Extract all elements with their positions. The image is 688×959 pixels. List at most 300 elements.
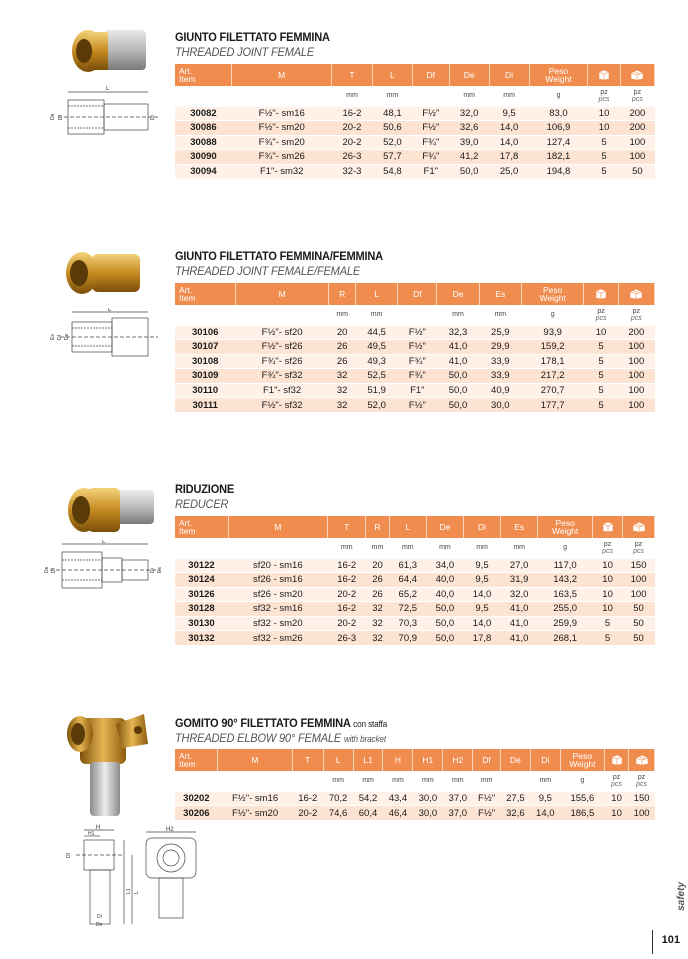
item-code-cell: 30110 (175, 383, 235, 398)
column-header: R (366, 516, 389, 538)
box-icon (594, 288, 608, 300)
column-header (629, 749, 655, 771)
column-header: Art. Item (175, 283, 235, 305)
table-cell: 37,0 (443, 806, 473, 821)
table-cell: F½"- sf20 (235, 325, 328, 340)
column-header: L (389, 516, 426, 538)
box-icon (601, 521, 615, 533)
table-cell: 14,0 (530, 806, 560, 821)
table-cell: 186,5 (560, 806, 604, 821)
unit-cell: pz pcs (598, 88, 610, 103)
technical-drawing-elbow (58, 824, 208, 930)
column-header: L (355, 283, 397, 305)
table-cell: 10 (593, 587, 623, 602)
unit-cell: mm (513, 544, 525, 552)
table-cell: 25,9 (479, 325, 521, 340)
table-cell: 72,5 (389, 602, 426, 617)
column-header: Peso Weight (538, 516, 593, 538)
table-cell: 50,0 (437, 398, 479, 413)
section-title-it: GIUNTO FILETTATO FEMMINA/FEMMINA (175, 249, 383, 263)
table-cell: F¾" (398, 354, 437, 369)
table-cell: 93,9 (521, 325, 583, 340)
table-cell: 41,0 (437, 354, 479, 369)
column-header: Peso Weight (529, 64, 588, 86)
unit-cell: mm (480, 777, 493, 785)
table-cell: 100 (629, 806, 655, 821)
table-cell: 30,0 (413, 791, 443, 806)
table-cell: 32 (366, 602, 389, 617)
table-cell: 200 (620, 121, 654, 136)
table-cell: 100 (618, 369, 654, 384)
table-row (175, 631, 655, 646)
dim-label: Es (157, 567, 163, 573)
table-cell: 9,5 (463, 558, 500, 573)
table-cell: 50,0 (449, 164, 489, 179)
unit-cell: pz pcs (636, 773, 648, 788)
column-header: Peso Weight (521, 283, 583, 305)
table-row (175, 369, 655, 384)
column-header: T (331, 64, 372, 86)
dim-label: De (50, 113, 56, 120)
unit-cell: mm (463, 92, 476, 100)
column-header (588, 64, 620, 86)
table-cell: 32 (329, 369, 356, 384)
table-row (175, 164, 655, 179)
table-cell: 41,0 (501, 602, 538, 617)
table-row (175, 558, 655, 573)
column-header (584, 283, 618, 305)
table-cell: F¾"- sm26 (232, 150, 331, 165)
table-cell: F½"- sf26 (235, 340, 328, 355)
item-code-cell: 30126 (175, 587, 228, 602)
table-cell: F½" (412, 121, 449, 136)
table-cell: 10 (593, 573, 623, 588)
table-cell: 150 (629, 791, 655, 806)
table-cell: F½"- sm16 (232, 106, 331, 121)
table-cell: F½"- sm16 (218, 791, 293, 806)
table-row (175, 383, 655, 398)
table-cell: 49,5 (355, 340, 397, 355)
dim-label: L (108, 308, 112, 313)
table-cell: 5 (588, 135, 620, 150)
item-code-cell: 30106 (175, 325, 235, 340)
table-cell: 106,9 (529, 121, 588, 136)
table-cell: 49,3 (355, 354, 397, 369)
table-cell: sf32 - sm20 (228, 616, 328, 631)
table-row (175, 791, 655, 806)
unit-cell: mm (346, 92, 358, 100)
item-code-cell: 30206 (175, 806, 218, 821)
spec-table (175, 749, 655, 820)
unit-cell: g (580, 777, 585, 785)
table-cell: 41,0 (501, 631, 538, 646)
item-code-cell: 30109 (175, 369, 235, 384)
table-cell: 200 (618, 325, 654, 340)
table-row (175, 616, 655, 631)
table-cell: 32,6 (500, 806, 530, 821)
table-cell: F1"- sf32 (235, 383, 328, 398)
table-cell: 117,0 (538, 558, 593, 573)
table-cell: 5 (584, 369, 618, 384)
column-header: H1 (413, 749, 443, 771)
table-cell: 100 (623, 587, 655, 602)
unit-cell (232, 86, 331, 106)
dim-label: Di (150, 568, 156, 573)
column-header: Df (473, 749, 501, 771)
table-cell: 255,0 (538, 602, 593, 617)
dim-label: De (64, 333, 70, 340)
table-cell: 32,3 (437, 325, 479, 340)
table-cell: 5 (584, 340, 618, 355)
table-row (175, 398, 655, 413)
units-row (175, 538, 655, 558)
unit-cell (175, 305, 235, 325)
table-row (175, 806, 655, 821)
unit-cell: mm (439, 544, 451, 552)
table-cell: 16-2 (328, 573, 366, 588)
table-cell: 10 (604, 791, 628, 806)
dim-label: De (96, 922, 103, 928)
dim-label: Es (50, 334, 56, 340)
table-cell: 5 (593, 631, 623, 646)
table-cell: F½" (473, 791, 501, 806)
table-cell: 26 (329, 340, 356, 355)
product-photo-joint-female-female (62, 244, 146, 302)
table-cell: 25,0 (489, 164, 529, 179)
table-cell: 177,7 (521, 398, 583, 413)
table-cell: 26-3 (331, 150, 372, 165)
dim-label: Di (97, 914, 102, 920)
table-cell: 5 (588, 150, 620, 165)
unit-cell: pz pcs (611, 773, 623, 788)
table-cell: 50,0 (437, 369, 479, 384)
unit-cell: mm (371, 544, 384, 552)
unit-cell (175, 771, 218, 791)
table-cell: 9,5 (530, 791, 560, 806)
unit-cell: pz pcs (595, 307, 607, 322)
table-cell: 50,0 (426, 616, 463, 631)
table-cell: 37,0 (443, 791, 473, 806)
section-title-it: GOMITO 90° FILETTATO FEMMINA con staffa (175, 716, 388, 730)
table-cell: 50 (620, 164, 654, 179)
page-number: 101 (661, 934, 680, 946)
column-header: T (292, 749, 323, 771)
column-header: L1 (353, 749, 383, 771)
column-header: Df (412, 64, 449, 86)
table-cell: 9,5 (463, 573, 500, 588)
unit-cell (175, 86, 232, 106)
table-cell: 100 (618, 383, 654, 398)
pack-icon (630, 69, 644, 81)
table-cell: 50 (623, 602, 655, 617)
unit-cell: mm (503, 92, 515, 100)
table-cell: sf20 - sm16 (228, 558, 328, 573)
table-cell: 217,2 (521, 369, 583, 384)
unit-cell: mm (539, 777, 552, 785)
table-cell: 32,6 (449, 121, 489, 136)
table-cell: F1" (398, 383, 437, 398)
unit-cell: mm (370, 311, 383, 319)
table-cell: F½" (398, 340, 437, 355)
table-cell: 40,0 (426, 587, 463, 602)
table-row (175, 573, 655, 588)
units-row (175, 305, 655, 325)
spec-table (175, 283, 655, 412)
table-cell: 26-3 (328, 631, 366, 646)
column-header: Art. Item (175, 749, 218, 771)
table-cell: 143,2 (538, 573, 593, 588)
table-cell: 16-2 (292, 791, 323, 806)
unit-cell: mm (386, 92, 399, 100)
dim-label: L (102, 540, 106, 545)
section-title-it: RIDUZIONE (175, 482, 235, 496)
table-cell: 57,7 (372, 150, 412, 165)
table-cell: 32 (366, 616, 389, 631)
table-cell: F¾" (398, 369, 437, 384)
table-cell: 27,0 (501, 558, 538, 573)
item-code-cell: 30111 (175, 398, 235, 413)
table-cell: 70,2 (323, 791, 353, 806)
section-title-en: THREADED ELBOW 90° FEMALE with bracket (175, 731, 386, 745)
table-cell: 51,9 (355, 383, 397, 398)
item-code-cell: 30124 (175, 573, 228, 588)
dim-label: L1 (126, 888, 132, 894)
table-cell: 200 (620, 106, 654, 121)
table-cell: 30,0 (413, 806, 443, 821)
table-cell: 50,0 (426, 602, 463, 617)
table-cell: 20-2 (328, 587, 366, 602)
column-header (623, 516, 655, 538)
table-cell: 50,0 (426, 631, 463, 646)
table-cell: 100 (620, 150, 654, 165)
column-header: Di (530, 749, 560, 771)
table-cell: 41,0 (501, 616, 538, 631)
column-header: L (323, 749, 353, 771)
table-cell: 39,0 (449, 135, 489, 150)
table-cell: 30,0 (479, 398, 521, 413)
table-cell: 41,0 (437, 340, 479, 355)
table-row (175, 135, 655, 150)
unit-cell: mm (336, 311, 348, 319)
table-row (175, 325, 655, 340)
table-cell: 29,9 (479, 340, 521, 355)
unit-cell: mm (451, 777, 464, 785)
table-cell: 26 (366, 573, 389, 588)
unit-cell: g (556, 92, 561, 100)
column-header (620, 64, 654, 86)
column-header: H2 (443, 749, 473, 771)
unit-cell: mm (392, 777, 404, 785)
table-cell: 31,9 (501, 573, 538, 588)
table-cell: sf26 - sm20 (228, 587, 328, 602)
spec-table (175, 64, 655, 179)
table-cell: 70,9 (389, 631, 426, 646)
table-cell: 20-2 (292, 806, 323, 821)
brand-side-text: safety (676, 882, 687, 911)
unit-cell (500, 771, 530, 791)
unit-cell (412, 86, 449, 106)
dim-label: L (106, 86, 110, 92)
table-cell: F½"- sf32 (235, 398, 328, 413)
table-cell: 74,6 (323, 806, 353, 821)
table-cell: 41,2 (449, 150, 489, 165)
table-cell: 20 (329, 325, 356, 340)
table-cell: 27,5 (500, 791, 530, 806)
table-cell: 17,8 (463, 631, 500, 646)
unit-cell (398, 305, 437, 325)
table-cell: 46,4 (383, 806, 413, 821)
table-cell: 100 (618, 340, 654, 355)
column-header: M (218, 749, 293, 771)
table-cell: F¾"- sf32 (235, 369, 328, 384)
table-cell: 127,4 (529, 135, 588, 150)
table-cell: 52,0 (372, 135, 412, 150)
table-cell: 40,9 (479, 383, 521, 398)
table-cell: 16-2 (328, 602, 366, 617)
unit-cell: mm (340, 544, 353, 552)
table-cell: 40,0 (426, 573, 463, 588)
table-cell: 14,0 (489, 121, 529, 136)
dim-label: H (96, 825, 101, 831)
section-title-en: THREADED JOINT FEMALE (175, 45, 315, 59)
column-header: H (383, 749, 413, 771)
table-cell: F¾"- sm20 (232, 135, 331, 150)
table-cell: 20 (366, 558, 389, 573)
table-cell: 5 (584, 383, 618, 398)
unit-cell: pz pcs (633, 540, 645, 555)
column-header: M (235, 283, 328, 305)
box-icon (597, 69, 611, 81)
table-cell: 70,3 (389, 616, 426, 631)
table-cell: 50 (623, 631, 655, 646)
product-photo-joint-female (68, 24, 150, 80)
table-cell: 32,0 (449, 106, 489, 121)
section-title-en: THREADED JOINT FEMALE/FEMALE (175, 264, 361, 278)
table-cell: F¾" (412, 150, 449, 165)
column-header (593, 516, 623, 538)
table-cell: F¾" (412, 135, 449, 150)
item-code-cell: 30090 (175, 150, 232, 165)
table-row (175, 354, 655, 369)
product-photo-elbow (56, 704, 152, 822)
table-cell: 48,1 (372, 106, 412, 121)
column-header: Peso Weight (560, 749, 604, 771)
unit-cell: mm (362, 777, 374, 785)
table-cell: 61,3 (389, 558, 426, 573)
table-cell: 43,4 (383, 791, 413, 806)
item-code-cell: 30130 (175, 616, 228, 631)
table-cell: 65,2 (389, 587, 426, 602)
unit-cell: pz pcs (602, 540, 614, 555)
unit-cell: mm (494, 311, 507, 319)
unit-cell: mm (401, 544, 414, 552)
unit-cell: mm (476, 544, 488, 552)
table-cell: sf32 - sm16 (228, 602, 328, 617)
unit-cell: pz pcs (631, 88, 643, 103)
technical-drawing-joint-female-female (48, 308, 168, 364)
column-header: M (228, 516, 328, 538)
table-cell: 16-2 (328, 558, 366, 573)
table-cell: 159,2 (521, 340, 583, 355)
item-code-cell: 30108 (175, 354, 235, 369)
table-cell: 270,7 (521, 383, 583, 398)
table-cell: sf32 - sm26 (228, 631, 328, 646)
table-cell: 44,5 (355, 325, 397, 340)
column-header: R (329, 283, 356, 305)
dim-label: Di (150, 115, 156, 120)
dim-label: H2 (166, 827, 174, 833)
section-title-en: REDUCER (175, 497, 229, 511)
table-cell: 194,8 (529, 164, 588, 179)
item-code-cell: 30202 (175, 791, 218, 806)
column-header: De (426, 516, 463, 538)
table-cell: 33,9 (479, 354, 521, 369)
unit-cell: g (550, 311, 555, 319)
column-header: Es (479, 283, 521, 305)
table-cell: 52,5 (355, 369, 397, 384)
table-row (175, 587, 655, 602)
table-cell: 52,0 (355, 398, 397, 413)
column-header: M (232, 64, 331, 86)
table-cell: 14,0 (463, 587, 500, 602)
table-cell: 10 (588, 106, 620, 121)
column-header: Art. Item (175, 516, 228, 538)
pack-icon (635, 754, 649, 766)
table-cell: 155,6 (560, 791, 604, 806)
table-cell: 60,4 (353, 806, 383, 821)
table-cell: 178,1 (521, 354, 583, 369)
table-cell: 50,0 (437, 383, 479, 398)
table-cell: F¾"- sf26 (235, 354, 328, 369)
table-cell: F½"- sm20 (232, 121, 331, 136)
table-cell: 64,4 (389, 573, 426, 588)
table-cell: 34,0 (426, 558, 463, 573)
box-icon (610, 754, 624, 766)
section-title-it: GIUNTO FILETTATO FEMMINA (175, 30, 330, 44)
table-cell: 32 (366, 631, 389, 646)
table-cell: 100 (620, 135, 654, 150)
table-cell: 5 (584, 398, 618, 413)
table-cell: 50 (623, 616, 655, 631)
unit-cell (218, 771, 293, 791)
table-cell: 100 (618, 354, 654, 369)
table-row (175, 340, 655, 355)
column-header: L (372, 64, 412, 86)
table-cell: F½"- sm20 (218, 806, 293, 821)
column-header: T (328, 516, 366, 538)
table-cell: 33,9 (479, 369, 521, 384)
table-cell: 268,1 (538, 631, 593, 646)
column-header: Di (463, 516, 500, 538)
table-cell: 9,5 (489, 106, 529, 121)
dim-label: Df (57, 335, 63, 340)
table-cell: 32 (329, 398, 356, 413)
table-cell: 9,5 (463, 602, 500, 617)
table-cell: 14,0 (489, 135, 529, 150)
table-cell: 182,1 (529, 150, 588, 165)
table-cell: 83,0 (529, 106, 588, 121)
table-row (175, 602, 655, 617)
table-cell: 10 (604, 806, 628, 821)
table-cell: 163,5 (538, 587, 593, 602)
table-cell: 5 (584, 354, 618, 369)
table-cell: 5 (588, 164, 620, 179)
technical-drawing-reducer (40, 540, 170, 600)
column-header: Di (489, 64, 529, 86)
table-cell: 26 (329, 354, 356, 369)
table-cell: 20-2 (331, 121, 372, 136)
column-header: De (500, 749, 530, 771)
